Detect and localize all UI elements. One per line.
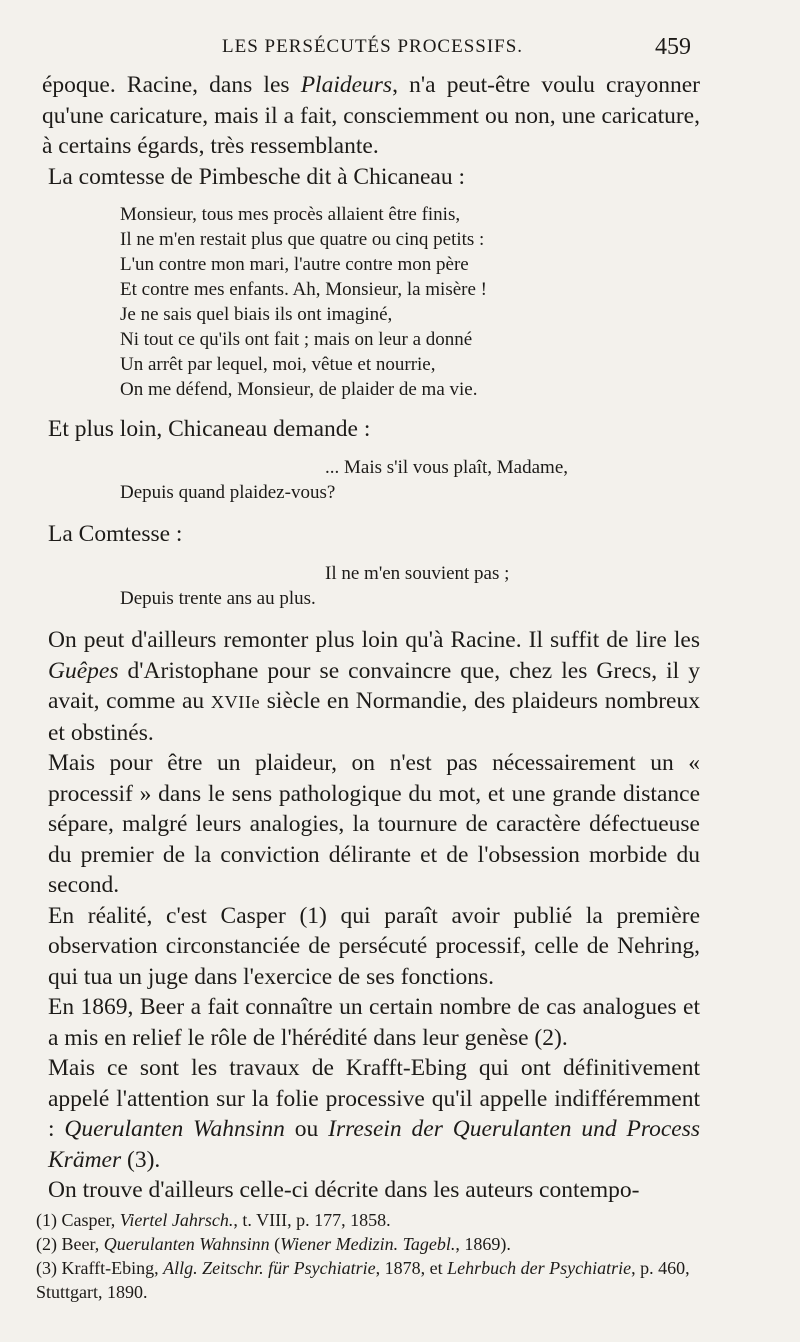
verse-quote-3 <box>120 561 700 611</box>
paragraph-3: Et plus loin, Chicaneau demande : <box>48 416 371 442</box>
paragraph-5-text-a: On peut d'ailleurs remonter plus loin qu'à Racine. Il suffit de lire les <box>48 627 700 653</box>
verse-line: On me défend, Monsieur, de plaider de ma vie. <box>120 379 478 400</box>
page-number: 459 <box>655 34 691 60</box>
paragraph-9-text-mid: ou <box>284 1116 329 1142</box>
footnote-3-a: (3) Krafft-Ebing, <box>36 1258 164 1278</box>
footnote-1-title: Viertel Jahrsch. <box>119 1210 234 1230</box>
paragraph-10: On trouve d'ailleurs celle-ci décrite dans les auteurs contempo- <box>48 1177 640 1203</box>
verse-line: Un arrêt par lequel, moi, vêtue et nourrie, <box>120 354 436 375</box>
paragraph-5-text-c: siècle en Normandie, des plaideurs nombreux et obstinés. <box>48 688 700 746</box>
verse-line-right: ... Mais s'il vous plaît, Madame, <box>325 456 569 478</box>
century-numeral: XVIIe <box>210 692 261 712</box>
paragraph-5 <box>48 625 700 748</box>
paragraph-9-text-b: (3). <box>121 1146 161 1173</box>
verse-line: Il ne m'en restait plus que quatre ou cinq petits : <box>120 229 485 250</box>
verse-quote-1 <box>120 202 700 402</box>
paragraph-1-text-a: époque. Racine, dans les <box>42 72 301 98</box>
verse-line: Et contre mes enfants. Ah, Monsieur, la misère ! <box>120 279 488 300</box>
verse-line-left: Depuis trente ans au plus. <box>120 588 316 609</box>
verse-quote-2 <box>120 455 700 505</box>
page-body <box>42 70 701 1206</box>
verse-line: L'un contre mon mari, l'autre contre mon père <box>120 254 469 275</box>
title-plaideurs: Plaideurs <box>300 72 393 98</box>
paragraph-7: En réalité, c'est Casper (1) qui paraît avoir publié la première observation circonstanciée de persécuté processif, celle de Nehring, qui tua un juge dans l'exercice de ses fonctions. <box>48 902 700 990</box>
footnote-2 <box>26 1232 706 1256</box>
term-irresein: Irresein der Querulanten und Process Krämer <box>48 1116 701 1173</box>
running-title: LES PERSÉCUTÉS PROCESSIFS. <box>222 36 524 57</box>
term-querulanten-wahnsinn: Querulanten Wahnsinn <box>64 1116 285 1142</box>
paragraph-5-text-b: d'Aristophane pour se convaincre que, chez les Grecs, il y avait, comme au <box>48 657 700 714</box>
footnote-2-title: Querulanten Wahnsinn <box>103 1234 270 1254</box>
verse-line-left: Depuis quand plaidez-vous? <box>120 481 336 503</box>
verse-line: Ni tout ce qu'ils ont fait ; mais on leur a donné <box>120 329 473 350</box>
footnote-2-b: , 1869). <box>455 1234 511 1254</box>
paragraph-1-text-b: , n'a peut-être voulu crayonner qu'une caricature, mais il a fait, consciemment ou non, une caricature, à certains égards, très ressemblante. <box>42 72 700 159</box>
paragraph-2: La comtesse de Pimbesche dit à Chicaneau : <box>48 163 465 190</box>
paragraph-1 <box>42 70 700 162</box>
footnote-1-b: , t. VIII, p. 177, 1858. <box>233 1210 391 1230</box>
paragraph-6: Mais pour être un plaideur, on n'est pas nécessairement un « processif » dans le sens pathologique du mot, et une grande distance sépare, malgré leurs analogies, la tournure de caractère défectueuse du premier de la conviction délirante et de l'obsession morbide du second. <box>48 750 700 898</box>
footnote-2-a: (2) Beer, <box>36 1234 104 1254</box>
footnote-1 <box>26 1208 706 1232</box>
footnote-2-mid: ( <box>269 1234 281 1254</box>
paragraph-9-text-a: Mais ce sont les travaux de Krafft-Ebing qui ont définitivement appelé l'attention sur la folie processive qu'il appelle indifféremment : <box>48 1055 700 1142</box>
footnote-3 <box>26 1256 706 1304</box>
footnotes <box>26 1208 706 1304</box>
footnote-3-book: Lehrbuch der Psychiatrie <box>447 1258 632 1278</box>
verse-line-right: Il ne m'en souvient pas ; <box>325 563 510 584</box>
verse-line: Je ne sais quel biais ils ont imaginé, <box>120 304 393 325</box>
paragraph-8: En 1869, Beer a fait connaître un certain nombre de cas analogues et a mis en relief le rôle de l'hérédité dans leur genèse (2). <box>48 994 700 1051</box>
footnote-2-journal: Wiener Medizin. Tagebl. <box>280 1234 456 1254</box>
verse-line: Monsieur, tous mes procès allaient être finis, <box>120 204 461 225</box>
footnote-3-b: , p. 460, Stuttgart, 1890. <box>36 1258 690 1302</box>
page-header <box>0 36 800 66</box>
footnote-1-a: (1) Casper, <box>36 1210 120 1230</box>
footnote-3-journal: Allg. Zeitschr. für Psychiatrie <box>163 1258 376 1278</box>
footnote-3-mid: , 1878, et <box>375 1258 448 1278</box>
title-guepes: Guêpes <box>48 657 119 684</box>
paragraph-4: La Comtesse : <box>48 520 183 547</box>
paragraph-9 <box>48 1053 700 1175</box>
